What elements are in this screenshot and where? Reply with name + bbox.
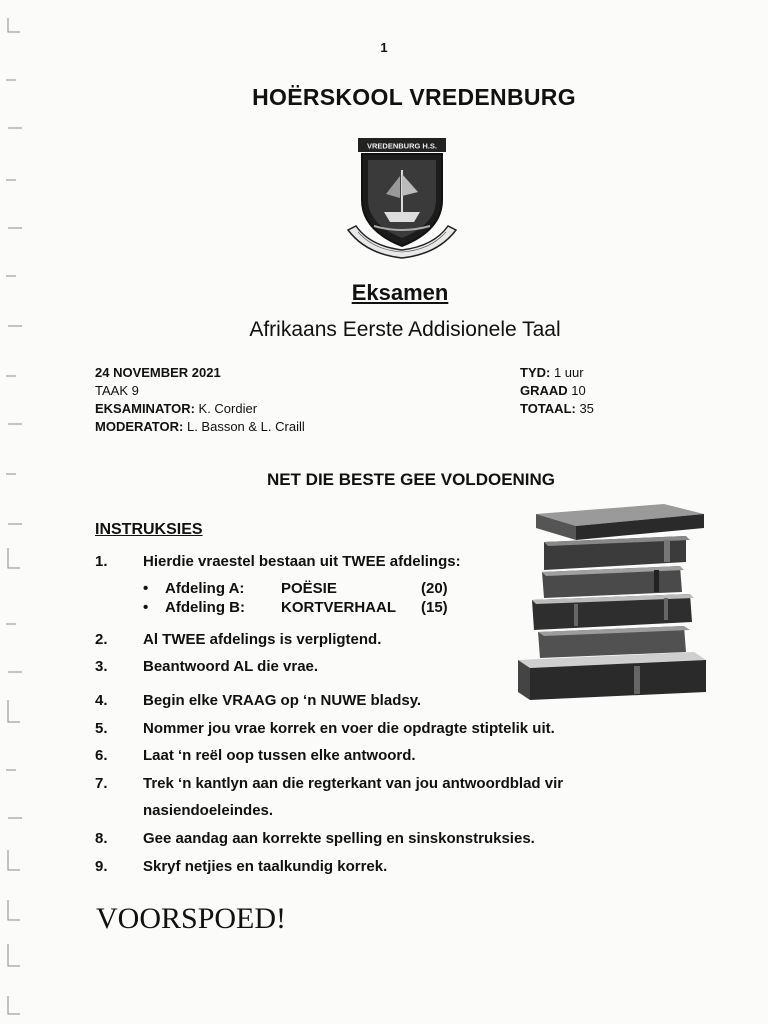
exam-details-left [95, 364, 305, 436]
instruction-item: 3. Beantwoord AL die vrae. [95, 658, 319, 675]
exam-details-right [520, 364, 594, 418]
instruction-item: 7. Trek ‘n kantlyn aan die regterkant van jou antwoordblad vir [95, 775, 564, 792]
instruction-item: 2. Al TWEE afdelings is verpligtend. [95, 631, 382, 648]
detail-total: TOTAAL: 35 [520, 401, 594, 416]
school-crest-icon [344, 134, 460, 262]
book-stack-icon [514, 500, 710, 706]
detail-task: TAAK 9 [95, 383, 139, 398]
section-item: • Afdeling B: KORTVERHAAL (15) [143, 599, 448, 616]
instruction-item: 4. Begin elke VRAAG op ‘n NUWE bladsy. [95, 692, 422, 709]
instruction-item: 8. Gee aandag aan korrekte spelling en sinskonstruksies. [95, 830, 535, 847]
instruction-item: 9. Skryf netjies en taalkundig korrek. [95, 858, 388, 875]
detail-moderator: MODERATOR: L. Basson & L. Craill [95, 419, 305, 434]
subject-title: Afrikaans Eerste Addisionele Taal [249, 318, 561, 341]
school-name: HOËRSKOOL VREDENBURG [252, 84, 576, 110]
school-motto: NET DIE BESTE GEE VOLDOENING [266, 470, 556, 489]
instruction-item: 6. Laat ‘n reël oop tussen elke antwoord. [95, 747, 416, 764]
crest-banner-text: VREDENBURG H.S. [366, 141, 438, 151]
page-number: 1 [380, 40, 388, 55]
instruction-item: nasiendoeleindes. [143, 802, 274, 819]
exam-title: Eksamen [351, 280, 449, 305]
margin-marks [0, 0, 30, 1024]
instruction-item: 5. Nommer jou vrae korrek en voer die opdragte stiptelik uit. [95, 720, 555, 737]
detail-date: 24 NOVEMBER 2021 [95, 365, 221, 380]
detail-time: TYD: 1 uur [520, 365, 584, 380]
detail-examiner: EKSAMINATOR: K. Cordier [95, 401, 258, 416]
instruction-item: 1. Hierdie vraestel bestaan uit TWEE afdelings: [95, 553, 461, 570]
section-item: • Afdeling A: POËSIE (20) [143, 580, 448, 597]
instructions-heading: INSTRUKSIES [95, 521, 203, 538]
detail-grade: GRAAD 10 [520, 383, 586, 398]
farewell-text: VOORSPOED! [96, 902, 287, 935]
